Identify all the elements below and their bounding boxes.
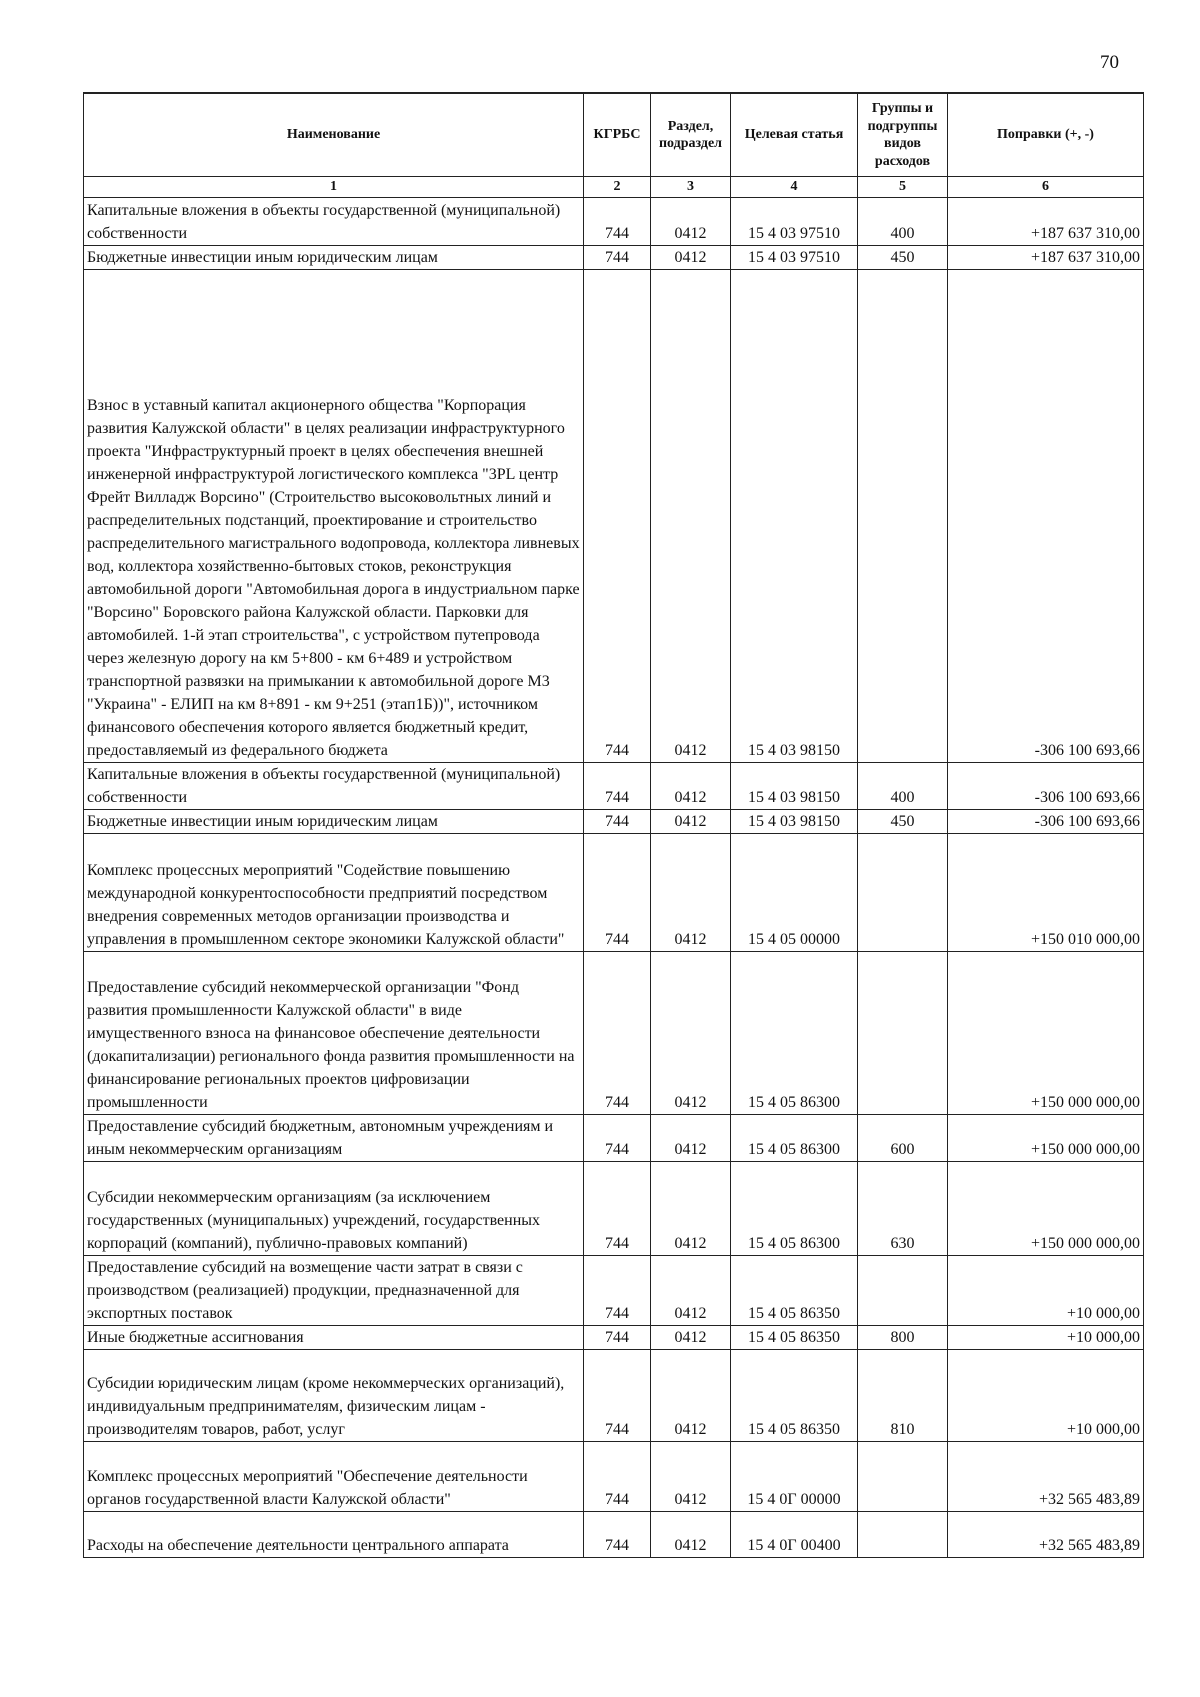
row-group (858, 952, 948, 1115)
table-row (84, 952, 1144, 1115)
row-razdel: 0412 (651, 246, 731, 270)
row-name: Комплекс процессных мероприятий "Обеспечение деятельности органов государственной власти Калужской области" (84, 1442, 584, 1512)
row-group (858, 1256, 948, 1326)
row-target: 15 4 05 86300 (731, 952, 858, 1115)
row-amount: +150 000 000,00 (948, 1162, 1144, 1256)
row-razdel: 0412 (651, 1256, 731, 1326)
row-kgrbs: 744 (584, 246, 651, 270)
row-razdel: 0412 (651, 1326, 731, 1350)
row-razdel: 0412 (651, 270, 731, 763)
row-amount: +10 000,00 (948, 1256, 1144, 1326)
row-kgrbs: 744 (584, 1442, 651, 1512)
column-number: 4 (731, 177, 858, 198)
row-name: Бюджетные инвестиции иным юридическим лицам (84, 246, 584, 270)
header-amendments: Поправки (+, -) (948, 93, 1144, 177)
row-razdel: 0412 (651, 763, 731, 810)
row-target: 15 4 03 98150 (731, 270, 858, 763)
row-kgrbs: 744 (584, 1512, 651, 1558)
header-groups: Группы и подгруппы видов расходов (858, 93, 948, 177)
row-group: 600 (858, 1115, 948, 1162)
column-number: 2 (584, 177, 651, 198)
row-target: 15 4 05 86300 (731, 1162, 858, 1256)
table-row (84, 1115, 1144, 1162)
table-row (84, 1256, 1144, 1326)
table-row (84, 270, 1144, 763)
row-razdel: 0412 (651, 1350, 731, 1442)
row-amount: +187 637 310,00 (948, 246, 1144, 270)
column-number: 5 (858, 177, 948, 198)
row-group: 800 (858, 1326, 948, 1350)
row-amount: +150 010 000,00 (948, 834, 1144, 952)
row-razdel: 0412 (651, 1162, 731, 1256)
row-target: 15 4 05 86350 (731, 1326, 858, 1350)
row-name: Субсидии некоммерческим организациям (за исключением государственных (муниципальных) учреждений, государственных корпораций (компаний), публично-правовых компаний) (84, 1162, 584, 1256)
row-target: 15 4 03 98150 (731, 763, 858, 810)
row-group: 810 (858, 1350, 948, 1442)
row-amount: +150 000 000,00 (948, 952, 1144, 1115)
row-target: 15 4 03 97510 (731, 198, 858, 246)
table-row (84, 834, 1144, 952)
row-kgrbs: 744 (584, 1256, 651, 1326)
column-number: 6 (948, 177, 1144, 198)
row-name: Субсидии юридическим лицам (кроме некоммерческих организаций), индивидуальным предпринимателям, физическим лицам - производителям товаров, работ, услуг (84, 1350, 584, 1442)
row-group (858, 270, 948, 763)
row-razdel: 0412 (651, 834, 731, 952)
row-kgrbs: 744 (584, 952, 651, 1115)
row-amount: +10 000,00 (948, 1350, 1144, 1442)
header-razdel: Раздел, подраздел (651, 93, 731, 177)
row-group: 630 (858, 1162, 948, 1256)
row-amount: -306 100 693,66 (948, 810, 1144, 834)
row-target: 15 4 0Г 00000 (731, 1442, 858, 1512)
row-group (858, 1442, 948, 1512)
row-target: 15 4 05 86350 (731, 1350, 858, 1442)
row-group: 450 (858, 246, 948, 270)
row-group (858, 834, 948, 952)
row-kgrbs: 744 (584, 1115, 651, 1162)
row-kgrbs: 744 (584, 763, 651, 810)
table-row (84, 198, 1144, 246)
table-row (84, 246, 1144, 270)
row-razdel: 0412 (651, 198, 731, 246)
row-name: Предоставление субсидий на возмещение части затрат в связи с производством (реализацией) продукции, предназначенной для экспортных поставок (84, 1256, 584, 1326)
table-row (84, 1512, 1144, 1558)
row-amount: +187 637 310,00 (948, 198, 1144, 246)
row-kgrbs: 744 (584, 834, 651, 952)
table-row (84, 1442, 1144, 1512)
table-row (84, 763, 1144, 810)
row-kgrbs: 744 (584, 1326, 651, 1350)
row-razdel: 0412 (651, 1115, 731, 1162)
column-number: 1 (84, 177, 584, 198)
page-number: 70 (1100, 52, 1119, 73)
row-target: 15 4 03 97510 (731, 246, 858, 270)
row-target: 15 4 05 00000 (731, 834, 858, 952)
row-razdel: 0412 (651, 1512, 731, 1558)
row-name: Капитальные вложения в объекты государственной (муниципальной) собственности (84, 198, 584, 246)
row-kgrbs: 744 (584, 1162, 651, 1256)
row-amount: +150 000 000,00 (948, 1115, 1144, 1162)
budget-amendments-table (83, 92, 1144, 1558)
row-name: Расходы на обеспечение деятельности центрального аппарата (84, 1512, 584, 1558)
row-name: Комплекс процессных мероприятий "Содействие повышению международной конкурентоспособности предприятий посредством внедрения современных методов организации производства и управления в промышленном секторе экономики Калужской области" (84, 834, 584, 952)
row-amount: +32 565 483,89 (948, 1442, 1144, 1512)
row-razdel: 0412 (651, 952, 731, 1115)
header-name: Наименование (84, 93, 584, 177)
table-row (84, 810, 1144, 834)
table-row (84, 1326, 1144, 1350)
row-name: Иные бюджетные ассигнования (84, 1326, 584, 1350)
row-name: Взнос в уставный капитал акционерного общества "Корпорация развития Калужской области" в целях реализации инфраструктурного проекта "Инфраструктурный проект в целях обеспечения внешней инженерной инфраструктурой логистического комплекса "3PL центр Фрейт Вилладж Ворсино" (Строительство высоковольтных линий и распределительных подстанций, проектирование и строительство распределительного магистрального водопровода, коллектора ливневых вод, коллектора хозяйственно-бытовых стоков, реконструкция автомобильной дороги "Автомобильная дорога в индустриальном парке "Ворсино" Боровского района Калужской области. Парковки для автомобилей. 1-й этап строительства", с устройством путепровода через железную дорогу на км 5+800 - км 6+489 и устройством транспортной развязки на примыкании к автомобильной дороге М3 "Украина" - ЕЛИП на км 8+891 - км 9+251 (этап1Б))", источником финансового обеспечения которого является бюджетный кредит, предоставляемый из федерального бюджета (84, 270, 584, 763)
row-razdel: 0412 (651, 1442, 731, 1512)
row-group (858, 1512, 948, 1558)
row-amount: +32 565 483,89 (948, 1512, 1144, 1558)
row-group: 400 (858, 763, 948, 810)
row-kgrbs: 744 (584, 1350, 651, 1442)
column-number: 3 (651, 177, 731, 198)
table-row (84, 1162, 1144, 1256)
row-name: Предоставление субсидий бюджетным, автономным учреждениям и иным некоммерческим организациям (84, 1115, 584, 1162)
row-name: Предоставление субсидий некоммерческой организации "Фонд развития промышленности Калужской области" в виде имущественного взноса на финансовое обеспечение деятельности (докапитализации) регионального фонда развития промышленности на финансирование региональных проектов цифровизации промышленности (84, 952, 584, 1115)
row-target: 15 4 05 86350 (731, 1256, 858, 1326)
header-kgrbs: КГРБС (584, 93, 651, 177)
row-group: 450 (858, 810, 948, 834)
row-target: 15 4 03 98150 (731, 810, 858, 834)
row-target: 15 4 0Г 00400 (731, 1512, 858, 1558)
row-group: 400 (858, 198, 948, 246)
row-amount: -306 100 693,66 (948, 270, 1144, 763)
row-name: Капитальные вложения в объекты государственной (муниципальной) собственности (84, 763, 584, 810)
row-name: Бюджетные инвестиции иным юридическим лицам (84, 810, 584, 834)
header-target: Целевая статья (731, 93, 858, 177)
row-target: 15 4 05 86300 (731, 1115, 858, 1162)
row-amount: -306 100 693,66 (948, 763, 1144, 810)
row-kgrbs: 744 (584, 810, 651, 834)
row-razdel: 0412 (651, 810, 731, 834)
row-amount: +10 000,00 (948, 1326, 1144, 1350)
table-row (84, 1350, 1144, 1442)
row-kgrbs: 744 (584, 270, 651, 763)
row-kgrbs: 744 (584, 198, 651, 246)
